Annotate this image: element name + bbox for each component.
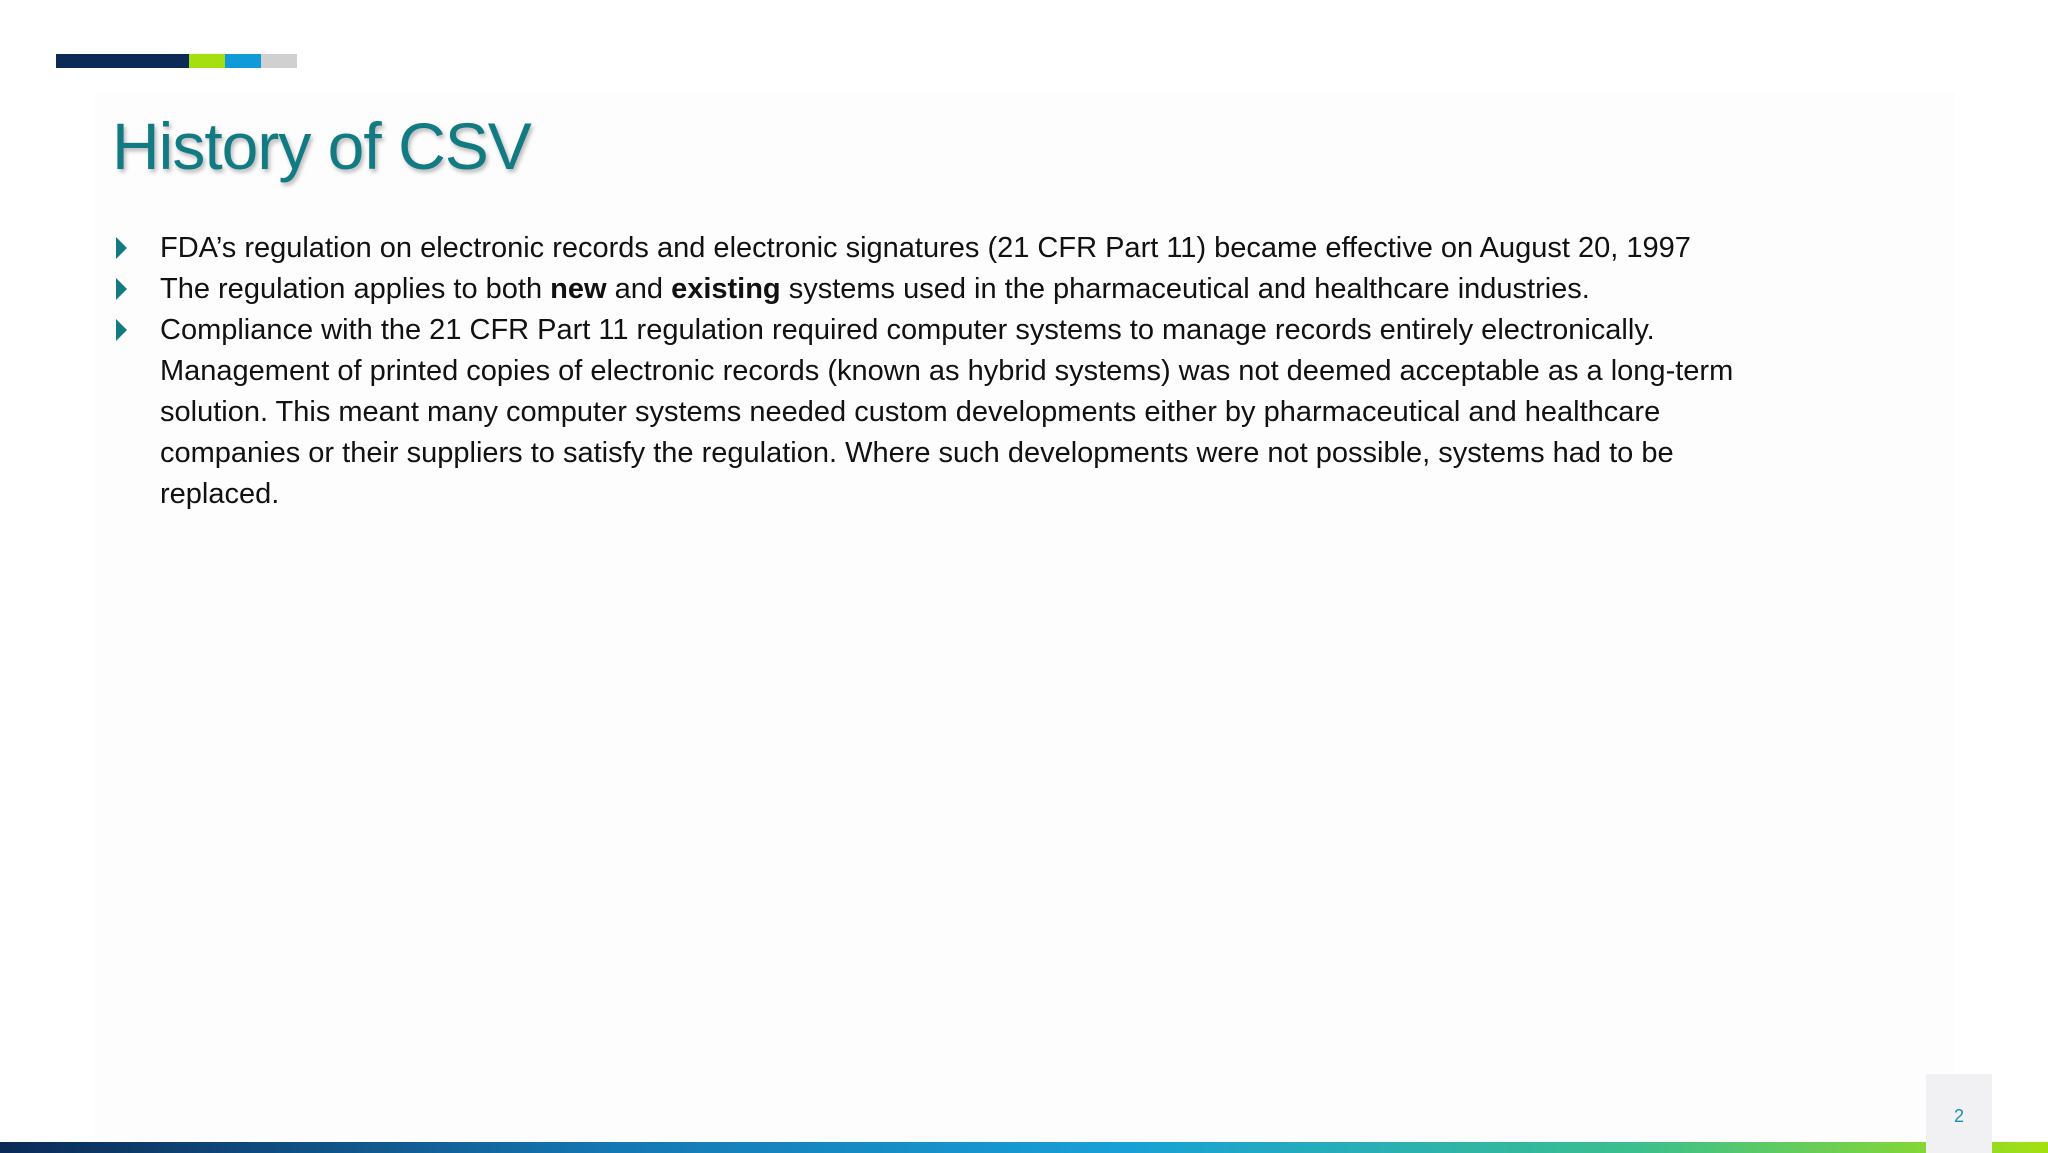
caret-right-icon — [116, 319, 127, 341]
bullet-text-segment: Compliance with the 21 CFR Part 11 regulation required computer systems to manage records entirely electronically. Management of printed copies of electronic records (known as hybrid systems) was not deemed acceptable as a long-term solution. This meant many computer systems needed custom developments either by pharmaceutical and healthcare companies or their suppliers to satisfy the regulation. Where such developments were not possible, systems had to be replaced. — [160, 314, 1734, 510]
bullet-text-segment: The regulation applies to both — [160, 273, 551, 305]
bullet-text-segment: FDA’s regulation on electronic records and electronic signatures (21 CFR Part 11) became effective on August 20, 1997 — [160, 232, 1691, 264]
bullet-text-bold-new: new — [550, 273, 607, 305]
page-number-box — [1926, 1074, 1992, 1153]
bullet-text-segment: systems used in the pharmaceutical and healthcare industries. — [780, 273, 1590, 305]
bullet-item — [112, 228, 1792, 269]
page-number: 2 — [1953, 1106, 1964, 1126]
caret-right-icon — [116, 237, 127, 259]
bullet-item — [112, 310, 1792, 515]
footer-gradient-bar — [0, 1142, 2048, 1153]
accent-segment-grey — [261, 54, 297, 68]
header-accent-bar — [56, 54, 297, 68]
caret-right-icon — [116, 278, 127, 300]
bullet-text-segment: and — [606, 273, 672, 305]
bullet-text — [160, 232, 1691, 264]
bullet-text — [160, 273, 1590, 305]
slide-title: History of CSV — [112, 109, 531, 183]
accent-segment-navy — [56, 54, 189, 68]
bullet-item — [112, 269, 1792, 310]
bullet-list — [112, 228, 1792, 515]
bullet-text-bold-existing: existing — [671, 273, 781, 305]
accent-segment-cyan — [225, 54, 261, 68]
bullet-text — [160, 314, 1733, 510]
accent-segment-lime — [189, 54, 225, 68]
